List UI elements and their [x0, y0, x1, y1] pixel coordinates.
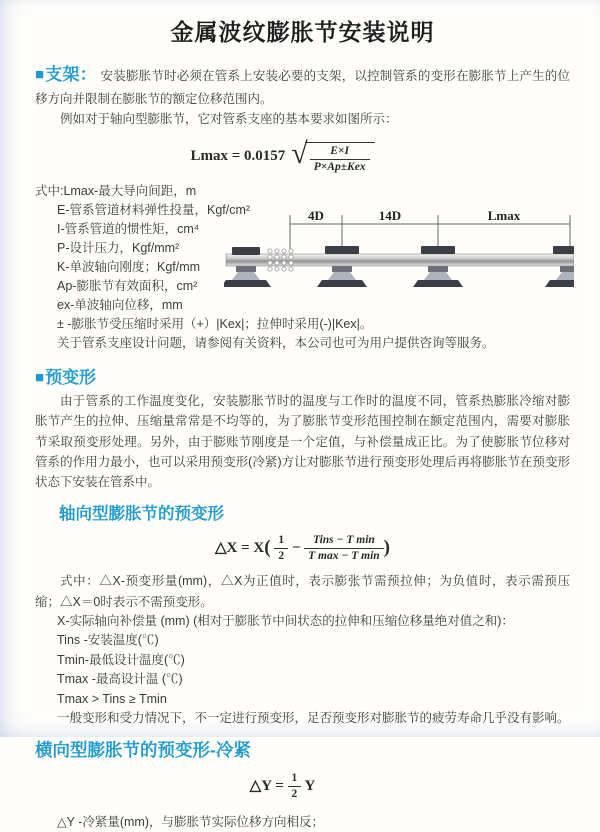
formula3-rhs: Y: [304, 777, 316, 794]
lateral-note-line: △Y -冷紧量(mm)，与膨胀节实际位移方向相反；: [57, 814, 325, 829]
formula1-lhs: Lmax = 0.0157: [190, 147, 286, 164]
axial-note-line: 一般变形和受力情况下，不一定进行预变形，足否预变形对膨胀节的疲劳寿命几乎没有影响。: [57, 711, 570, 726]
definition-line: ex-单波轴向位移，mm: [57, 298, 183, 313]
pipe-guide-support: [317, 246, 367, 287]
definition-line: ± -膨胀节受压缩时采用（+）|Kex|；拉伸时采用(-)|Kex|。: [57, 317, 373, 332]
pipe-guide-support: [545, 246, 574, 287]
formula3-numerator: 1: [288, 772, 302, 787]
formula1-numerator: E×I: [310, 145, 370, 160]
predeform-heading-label: 预变形: [45, 368, 97, 388]
definition-line: E-管系管道材料弹性投量，Kgf/cm²: [57, 203, 251, 218]
support-intro-text: 安装膨胀节时必须在管系上安装必要的支架，以控制管系的变形在膨胀节上产生的位移方向并限制在膨胀节的额定位移范围内。: [35, 69, 571, 106]
formula3-lhs: △Y =: [249, 777, 284, 794]
axial-note-main: 式中：△X-预变形量(mm)，△X为正值时，表示膨张节需预拉伸；为负值时，表示需预压缩；△X＝0时表示不需预变形。: [35, 574, 570, 609]
formula2-lhs: △X = X: [215, 540, 265, 557]
axial-subsection-heading: 轴向型膨胀节的预变形: [59, 505, 224, 524]
predeform-section-heading: [35, 363, 570, 388]
pipe-support-spacing-diagram: [224, 208, 574, 292]
predeform-body: 由于管系的工作温度变化，安装膨胀节时的温度与工作时的温度不同，管系热膨胀冷缩对膨胀节产生的拉伸、压缩量常常是不均等的，为了膨胀节变形范围控制在额定范围内，需要对膨胀节采取预变形处理。另外，由于膨账节刚度是一个定值，与补偿量成正比。为了使膨胀节位移对管系的作用力最小，也可以采用预变形(冷紧)方让对膨胀节进行预变形处理后再将膨胀节在预变形状态下安装在管系中。: [35, 394, 570, 490]
dim-label-14d: 14D: [378, 208, 402, 224]
section-square-icon: ■: [35, 66, 45, 83]
axial-note-line: X-实际轴向补偿量 (mm) (相对于膨胀节中间状态的拉伸和压缩位移量绝对值之和)：: [57, 613, 514, 628]
axial-note-line: Tmax -最高设计温 (℃): [57, 672, 183, 687]
dim-label-lmax: Lmax: [487, 208, 521, 224]
formula2-denominator: T max − T min: [308, 550, 380, 563]
lateral-coldpull-formula: [35, 772, 530, 801]
definition-line: 式中:Lmax-最大导向间距，m: [35, 184, 197, 199]
definition-line: 关于管系支座设计问题，请参阅有关资料，本公司也可为用户提供咨询等服务。: [57, 336, 495, 351]
variable-definitions-zone: [35, 182, 570, 353]
definition-line: P-设计压力，Kgf/mm²: [57, 241, 180, 256]
formula1-denominator: P×Ap±Kex: [313, 161, 366, 174]
section-square-icon: ■: [35, 369, 45, 387]
formula2-numerator: Tins − T min: [304, 534, 384, 549]
half-denominator: 2: [278, 550, 285, 563]
support-example-line: 例如对于轴向型膨胀节，它对管系支座的基本要求如图所示：: [60, 111, 398, 126]
minus-operator: −: [291, 540, 301, 557]
formula3-denominator: 2: [291, 787, 298, 800]
support-section-intro: [35, 61, 570, 109]
dim-label-4d: 4D: [308, 208, 324, 224]
half-numerator: 1: [274, 534, 288, 549]
support-heading-label: 支架：: [45, 65, 97, 84]
pipe-guide-support: [413, 246, 463, 287]
lateral-subsection-heading: 横向型膨胀节的预变形-冷紧: [35, 739, 251, 760]
definition-line: K-单波轴向刚度；Kgf/mm: [57, 260, 201, 275]
definition-line: Ap-膨胀节有效面积，cm²: [57, 279, 198, 294]
definition-line: I-管系管道的惯性矩，cm⁴: [57, 222, 200, 237]
support-section-heading: [35, 65, 97, 84]
radical-sign: √ $\frac{E\times I}{\text{P×Ap±Kex}}$: [291, 139, 374, 174]
axial-note-line: Tins -安装温度(℃): [57, 633, 159, 648]
page-title: 金属波纹膨胀节安装说明: [170, 19, 435, 45]
guide-spacing-formula: [35, 139, 530, 174]
pipe-anchor: [224, 247, 271, 287]
axial-note-line: Tmax > Tins ≥ Tmin: [57, 691, 167, 706]
axial-predeform-formula: △X = X( $\frac{1}{2}$ − $\frac{\text{Tins − T min}}{\text{T max − T min}}$ ): [215, 534, 390, 563]
axial-note-line: Tmin-最低设计温度(℃): [57, 652, 185, 667]
